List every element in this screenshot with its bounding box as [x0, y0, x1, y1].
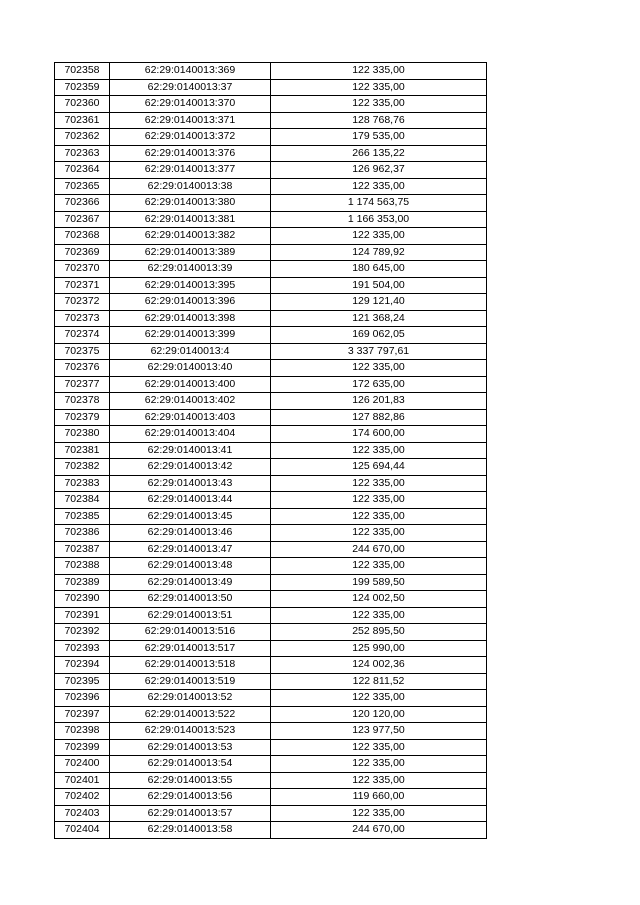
- table-row: [55, 442, 487, 459]
- table-row: [55, 327, 487, 344]
- cadastral-number-cell: 62:29:0140013:40: [110, 360, 271, 377]
- table-row: [55, 607, 487, 624]
- value-cell: 121 368,24: [271, 310, 487, 327]
- table-row: [55, 756, 487, 773]
- cadastral-number-cell: 62:29:0140013:57: [110, 805, 271, 822]
- table-row: [55, 673, 487, 690]
- table-row: [55, 211, 487, 228]
- table-row: [55, 426, 487, 443]
- value-cell: 124 002,50: [271, 591, 487, 608]
- value-cell: 122 335,00: [271, 63, 487, 80]
- row-number-cell: 702382: [55, 459, 110, 476]
- cadastral-number-cell: 62:29:0140013:403: [110, 409, 271, 426]
- cadastral-number-cell: 62:29:0140013:37: [110, 79, 271, 96]
- row-number-cell: 702403: [55, 805, 110, 822]
- table-row: [55, 96, 487, 113]
- table-row: [55, 789, 487, 806]
- table-row: [55, 492, 487, 509]
- cadastral-number-cell: 62:29:0140013:53: [110, 739, 271, 756]
- row-number-cell: 702376: [55, 360, 110, 377]
- row-number-cell: 702383: [55, 475, 110, 492]
- row-number-cell: 702391: [55, 607, 110, 624]
- row-number-cell: 702375: [55, 343, 110, 360]
- value-cell: 122 335,00: [271, 79, 487, 96]
- row-number-cell: 702360: [55, 96, 110, 113]
- cadastral-number-cell: 62:29:0140013:41: [110, 442, 271, 459]
- value-cell: 3 337 797,61: [271, 343, 487, 360]
- value-cell: 122 335,00: [271, 508, 487, 525]
- table-row: [55, 178, 487, 195]
- value-cell: 127 882,86: [271, 409, 487, 426]
- table-row: [55, 129, 487, 146]
- value-cell: 126 962,37: [271, 162, 487, 179]
- cadastral-number-cell: 62:29:0140013:58: [110, 822, 271, 839]
- table-row: [55, 640, 487, 657]
- cadastral-number-cell: 62:29:0140013:523: [110, 723, 271, 740]
- row-number-cell: 702402: [55, 789, 110, 806]
- table-row: [55, 63, 487, 80]
- table-row: [55, 805, 487, 822]
- cadastral-number-cell: 62:29:0140013:371: [110, 112, 271, 129]
- value-cell: 180 645,00: [271, 261, 487, 278]
- row-number-cell: 702361: [55, 112, 110, 129]
- row-number-cell: 702371: [55, 277, 110, 294]
- row-number-cell: 702390: [55, 591, 110, 608]
- cadastral-number-cell: 62:29:0140013:43: [110, 475, 271, 492]
- row-number-cell: 702373: [55, 310, 110, 327]
- cadastral-number-cell: 62:29:0140013:404: [110, 426, 271, 443]
- cadastral-number-cell: 62:29:0140013:50: [110, 591, 271, 608]
- row-number-cell: 702367: [55, 211, 110, 228]
- value-cell: 128 768,76: [271, 112, 487, 129]
- cadastral-number-cell: 62:29:0140013:377: [110, 162, 271, 179]
- value-cell: 122 335,00: [271, 558, 487, 575]
- row-number-cell: 702400: [55, 756, 110, 773]
- row-number-cell: 702378: [55, 393, 110, 410]
- table-row: [55, 541, 487, 558]
- table-row: [55, 261, 487, 278]
- value-cell: 122 335,00: [271, 228, 487, 245]
- row-number-cell: 702388: [55, 558, 110, 575]
- value-cell: 122 335,00: [271, 756, 487, 773]
- value-cell: 199 589,50: [271, 574, 487, 591]
- value-cell: 126 201,83: [271, 393, 487, 410]
- table-row: [55, 228, 487, 245]
- row-number-cell: 702364: [55, 162, 110, 179]
- cadastral-value-table: [54, 62, 487, 839]
- row-number-cell: 702362: [55, 129, 110, 146]
- row-number-cell: 702365: [55, 178, 110, 195]
- table-row: [55, 277, 487, 294]
- row-number-cell: 702369: [55, 244, 110, 261]
- table-row: [55, 706, 487, 723]
- row-number-cell: 702394: [55, 657, 110, 674]
- value-cell: 119 660,00: [271, 789, 487, 806]
- cadastral-number-cell: 62:29:0140013:389: [110, 244, 271, 261]
- value-cell: 124 002,36: [271, 657, 487, 674]
- value-cell: 244 670,00: [271, 541, 487, 558]
- table-row: [55, 310, 487, 327]
- row-number-cell: 702392: [55, 624, 110, 641]
- value-cell: 125 694,44: [271, 459, 487, 476]
- row-number-cell: 702370: [55, 261, 110, 278]
- row-number-cell: 702386: [55, 525, 110, 542]
- cadastral-number-cell: 62:29:0140013:519: [110, 673, 271, 690]
- table-row: [55, 624, 487, 641]
- table-row: [55, 508, 487, 525]
- value-cell: 120 120,00: [271, 706, 487, 723]
- value-cell: 172 635,00: [271, 376, 487, 393]
- cadastral-number-cell: 62:29:0140013:396: [110, 294, 271, 311]
- table-row: [55, 475, 487, 492]
- table-row: [55, 244, 487, 261]
- cadastral-number-cell: 62:29:0140013:376: [110, 145, 271, 162]
- value-cell: 252 895,50: [271, 624, 487, 641]
- cadastral-number-cell: 62:29:0140013:42: [110, 459, 271, 476]
- cadastral-number-cell: 62:29:0140013:49: [110, 574, 271, 591]
- table-row: [55, 145, 487, 162]
- cadastral-number-cell: 62:29:0140013:380: [110, 195, 271, 212]
- cadastral-number-cell: 62:29:0140013:369: [110, 63, 271, 80]
- row-number-cell: 702399: [55, 739, 110, 756]
- value-cell: 169 062,05: [271, 327, 487, 344]
- table-row: [55, 376, 487, 393]
- row-number-cell: 702398: [55, 723, 110, 740]
- row-number-cell: 702384: [55, 492, 110, 509]
- table-row: [55, 574, 487, 591]
- table-row: [55, 690, 487, 707]
- row-number-cell: 702387: [55, 541, 110, 558]
- row-number-cell: 702401: [55, 772, 110, 789]
- table-row: [55, 343, 487, 360]
- row-number-cell: 702397: [55, 706, 110, 723]
- table-row: [55, 723, 487, 740]
- table-row: [55, 294, 487, 311]
- row-number-cell: 702366: [55, 195, 110, 212]
- cadastral-number-cell: 62:29:0140013:47: [110, 541, 271, 558]
- table-row: [55, 162, 487, 179]
- value-cell: 129 121,40: [271, 294, 487, 311]
- cadastral-number-cell: 62:29:0140013:370: [110, 96, 271, 113]
- cadastral-number-cell: 62:29:0140013:518: [110, 657, 271, 674]
- value-cell: 191 504,00: [271, 277, 487, 294]
- table-row: [55, 525, 487, 542]
- row-number-cell: 702389: [55, 574, 110, 591]
- table-row: [55, 393, 487, 410]
- table-body: [55, 63, 487, 839]
- cadastral-number-cell: 62:29:0140013:516: [110, 624, 271, 641]
- value-cell: 1 174 563,75: [271, 195, 487, 212]
- cadastral-number-cell: 62:29:0140013:45: [110, 508, 271, 525]
- row-number-cell: 702363: [55, 145, 110, 162]
- row-number-cell: 702368: [55, 228, 110, 245]
- cadastral-number-cell: 62:29:0140013:4: [110, 343, 271, 360]
- value-cell: 122 335,00: [271, 772, 487, 789]
- cadastral-number-cell: 62:29:0140013:52: [110, 690, 271, 707]
- value-cell: 122 335,00: [271, 525, 487, 542]
- value-cell: 174 600,00: [271, 426, 487, 443]
- cadastral-number-cell: 62:29:0140013:400: [110, 376, 271, 393]
- table-row: [55, 772, 487, 789]
- value-cell: 122 335,00: [271, 607, 487, 624]
- value-cell: 244 670,00: [271, 822, 487, 839]
- value-cell: 122 335,00: [271, 805, 487, 822]
- value-cell: 122 335,00: [271, 360, 487, 377]
- cadastral-number-cell: 62:29:0140013:402: [110, 393, 271, 410]
- cadastral-number-cell: 62:29:0140013:372: [110, 129, 271, 146]
- row-number-cell: 702372: [55, 294, 110, 311]
- row-number-cell: 702358: [55, 63, 110, 80]
- value-cell: 124 789,92: [271, 244, 487, 261]
- row-number-cell: 702377: [55, 376, 110, 393]
- cadastral-number-cell: 62:29:0140013:46: [110, 525, 271, 542]
- value-cell: 125 990,00: [271, 640, 487, 657]
- cadastral-number-cell: 62:29:0140013:54: [110, 756, 271, 773]
- row-number-cell: 702374: [55, 327, 110, 344]
- cadastral-number-cell: 62:29:0140013:517: [110, 640, 271, 657]
- row-number-cell: 702396: [55, 690, 110, 707]
- row-number-cell: 702379: [55, 409, 110, 426]
- table-row: [55, 409, 487, 426]
- table-row: [55, 79, 487, 96]
- row-number-cell: 702404: [55, 822, 110, 839]
- table-row: [55, 558, 487, 575]
- cadastral-number-cell: 62:29:0140013:398: [110, 310, 271, 327]
- value-cell: 1 166 353,00: [271, 211, 487, 228]
- cadastral-number-cell: 62:29:0140013:522: [110, 706, 271, 723]
- row-number-cell: 702380: [55, 426, 110, 443]
- cadastral-number-cell: 62:29:0140013:395: [110, 277, 271, 294]
- row-number-cell: 702393: [55, 640, 110, 657]
- value-cell: 266 135,22: [271, 145, 487, 162]
- value-cell: 122 335,00: [271, 690, 487, 707]
- value-cell: 122 811,52: [271, 673, 487, 690]
- value-cell: 122 335,00: [271, 96, 487, 113]
- table-row: [55, 112, 487, 129]
- table-row: [55, 657, 487, 674]
- value-cell: 122 335,00: [271, 442, 487, 459]
- cadastral-number-cell: 62:29:0140013:381: [110, 211, 271, 228]
- cadastral-number-cell: 62:29:0140013:56: [110, 789, 271, 806]
- cadastral-number-cell: 62:29:0140013:39: [110, 261, 271, 278]
- cadastral-number-cell: 62:29:0140013:38: [110, 178, 271, 195]
- table-row: [55, 459, 487, 476]
- table-row: [55, 360, 487, 377]
- row-number-cell: 702359: [55, 79, 110, 96]
- value-cell: 179 535,00: [271, 129, 487, 146]
- row-number-cell: 702395: [55, 673, 110, 690]
- cadastral-number-cell: 62:29:0140013:48: [110, 558, 271, 575]
- cadastral-number-cell: 62:29:0140013:382: [110, 228, 271, 245]
- table-row: [55, 195, 487, 212]
- cadastral-number-cell: 62:29:0140013:399: [110, 327, 271, 344]
- row-number-cell: 702381: [55, 442, 110, 459]
- cadastral-number-cell: 62:29:0140013:44: [110, 492, 271, 509]
- value-cell: 122 335,00: [271, 492, 487, 509]
- value-cell: 122 335,00: [271, 739, 487, 756]
- value-cell: 123 977,50: [271, 723, 487, 740]
- row-number-cell: 702385: [55, 508, 110, 525]
- value-cell: 122 335,00: [271, 178, 487, 195]
- value-cell: 122 335,00: [271, 475, 487, 492]
- table-row: [55, 822, 487, 839]
- table-row: [55, 739, 487, 756]
- cadastral-number-cell: 62:29:0140013:55: [110, 772, 271, 789]
- cadastral-number-cell: 62:29:0140013:51: [110, 607, 271, 624]
- table-row: [55, 591, 487, 608]
